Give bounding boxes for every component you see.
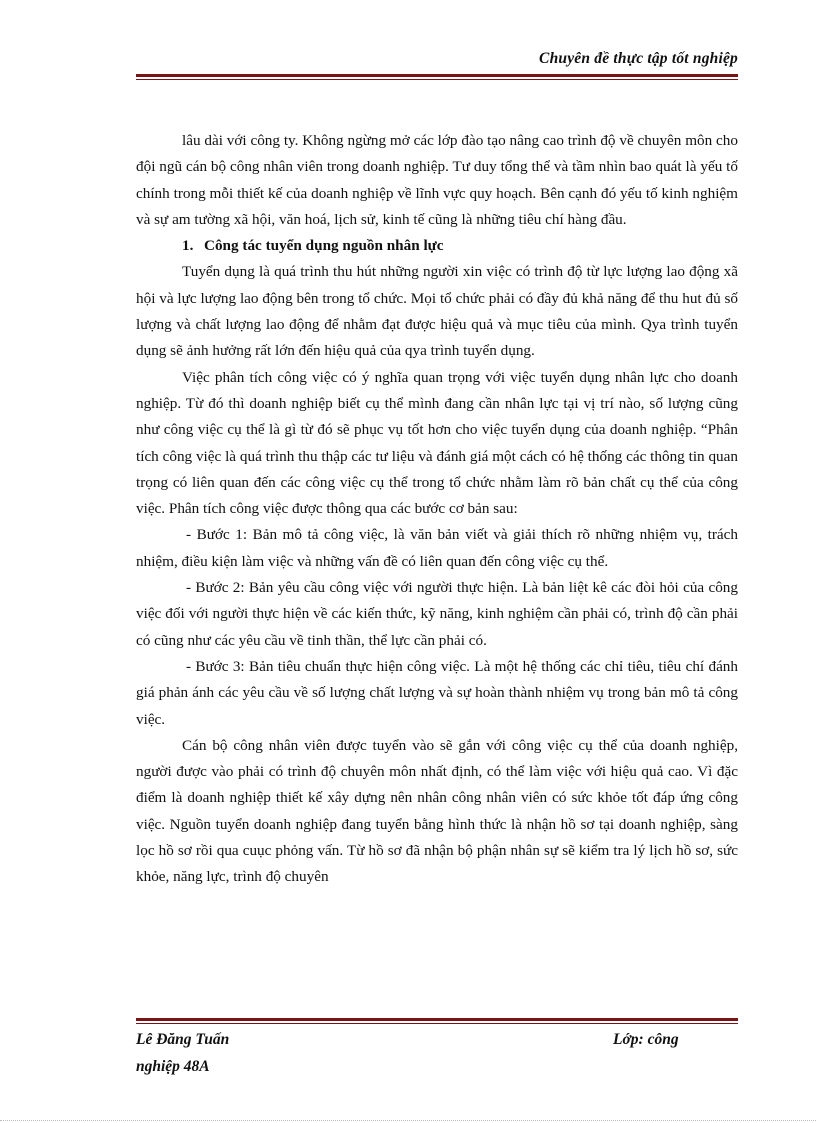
- section-title: Công tác tuyển dụng nguồn nhân lực: [204, 237, 444, 255]
- paragraph-staff-recruitment: Cán bộ công nhân viên được tuyển vào sẽ gắn với công việc cụ thể của doanh nghiệp, người được vào phải có trình độ chuyên môn nhất định, có thể làm việc với hiệu quả cao. Vì đặc điểm là doanh nghiệp thiết kế xây dựng nên nhân công nhân viên có sức khỏe tốt đáp ứng công việc. Nguồn tuyển doanh nghiệp đang tuyển bằng hình thức là nhận hồ sơ tại doanh nghiệp, sàng lọc hồ sơ rồi qua cuục phỏng vấn. Từ hồ sơ đã nhận bộ phận nhân sự sẽ kiểm tra lý lịch hồ sơ, sức khỏe, năng lực, trình độ chuyên: [136, 736, 738, 886]
- running-header-title: Chuyên đề thực tập tốt nghiệp: [539, 50, 738, 67]
- footer-rule: [136, 1018, 738, 1024]
- page-edge-divider: [0, 1120, 816, 1121]
- step-3: - Bước 3: Bản tiêu chuẩn thực hiện công việc. Là một hệ thống các chỉ tiêu, tiêu chí đánh giá phản ánh các yêu cầu về số lượng chất lượng và sự hoàn thành nhiệm vụ trong bản mô tả công việc.: [136, 657, 738, 728]
- footer-author: Lê Đăng Tuấn: [136, 1031, 230, 1048]
- header-rule: [136, 74, 738, 80]
- step-2: - Bước 2: Bản yêu cầu công việc với người thực hiện. Là bản liệt kê các đòi hỏi của công việc đối với người thực hiện về các kiến thức, kỹ năng, kinh nghiệm cần phải có, trình độ cần phải có cũng như các yêu cầu về tinh thần, thể lực cần phải có.: [136, 579, 738, 649]
- section-number: 1.: [182, 237, 194, 255]
- footer-class-continuation: nghiệp 48A: [136, 1058, 210, 1075]
- paragraph-recruitment-definition: Tuyển dụng là quá trình thu hút những người xin việc có trình độ từ lực lượng lao động xã hội và lực lượng lao động bên trong tổ chức. Mọi tổ chức phải có đầy đủ khả năng để thu hut đủ số lượng và chất lượng lao động để nhằm đạt được hiệu quả và mục tiêu của mình. Qya trình tuyển dụng sẽ ảnh hưởng rất lớn đến hiệu quả của qya trình tuyển dụng.: [136, 263, 738, 360]
- footer-class-label: Lớp: công: [613, 1031, 679, 1048]
- page-body: [136, 128, 738, 891]
- continuation-paragraph: lâu dài với công ty. Không ngừng mở các lớp đào tạo nâng cao trình độ về chuyên môn cho đội ngũ cán bộ công nhân viên trong doanh nghiệp. Tư duy tổng thể và tầm nhìn bao quát là yếu tố chính trong mỗi thiết kế của doanh nghiệp về lĩnh vực quy hoạch. Bên cạnh đó yếu tố kinh nghiệm và sự am tường xã hội, văn hoá, lịch sử, kinh tế cũng là những tiêu chí hàng đầu.: [136, 132, 738, 228]
- step-1: - Bước 1: Bản mô tả công việc, là văn bản viết và giải thích rõ những nhiệm vụ, trách nhiệm, điều kiện làm việc và những vấn đề có liên quan đến công việc cụ thể.: [136, 526, 738, 570]
- paragraph-job-analysis: Việc phân tích công việc có ý nghĩa quan trọng với việc tuyển dụng nhân lực cho doanh nghiệp. Từ đó thì doanh nghiệp biết cụ thể mình đang cần nhân lực tại vị trí nào, số lượng cũng như công việc cụ thể là gì từ đó sẽ phục vụ tốt hơn cho việc tuyển dụng của doanh nghiệp. “Phân tích công việc là quá trình thu thập các tư liệu và đánh giá một cách có hệ thống các thông tin quan trọng có liên quan đến các công việc cụ thể trong tổ chức nhằm làm rõ bản chất cụ thể của công việc. Phân tích công việc được thông qua các bước cơ bản sau:: [136, 368, 738, 518]
- section-heading: [136, 233, 738, 259]
